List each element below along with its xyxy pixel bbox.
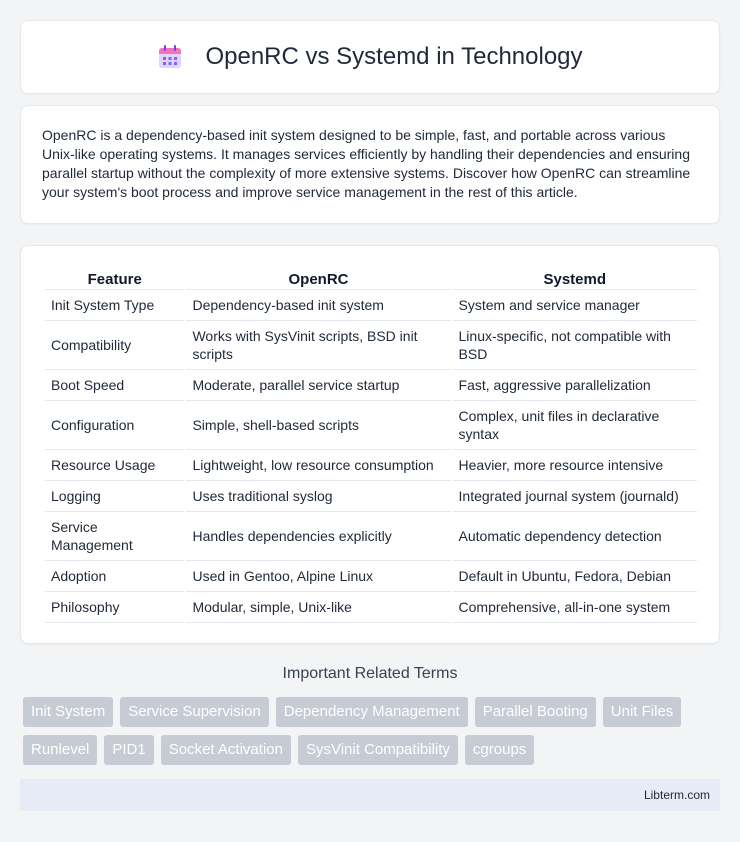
table-header-row — [45, 266, 697, 290]
tag-cgroups[interactable]: cgroups — [465, 735, 534, 765]
tag-dependency-management[interactable]: Dependency Management — [276, 697, 468, 727]
tag-runlevel[interactable]: Runlevel — [23, 735, 97, 765]
calendar-icon — [157, 44, 183, 70]
openrc-cell: Moderate, parallel service startup — [186, 370, 450, 401]
table-row — [45, 592, 697, 623]
openrc-cell: Handles dependencies explicitly — [186, 512, 450, 561]
header-feature: Feature — [45, 266, 184, 290]
systemd-cell: Fast, aggressive parallelization — [453, 370, 697, 401]
feature-cell: Philosophy — [45, 592, 184, 623]
feature-cell: Service Management — [45, 512, 184, 561]
openrc-cell: Simple, shell-based scripts — [186, 401, 450, 450]
page-title: OpenRC vs Systemd in Technology — [205, 43, 583, 70]
openrc-cell: Used in Gentoo, Alpine Linux — [186, 561, 450, 592]
systemd-cell: System and service manager — [453, 290, 697, 321]
tag-parallel-booting[interactable]: Parallel Booting — [475, 697, 596, 727]
footer — [20, 779, 720, 811]
header-systemd: Systemd — [453, 266, 697, 290]
table-row — [45, 321, 697, 370]
openrc-cell: Modular, simple, Unix-like — [186, 592, 450, 623]
feature-cell: Init System Type — [45, 290, 184, 321]
systemd-cell: Integrated journal system (journald) — [453, 481, 697, 512]
intro-text: OpenRC is a dependency-based init system designed to be simple, fast, and portable across various Unix-like operating systems. It manages services efficiently by handling their dependencies and ensuring parallel startup without the complexity of more extensive systems. Discover how OpenRC can streamline your system's boot process and improve service management in the rest of this article. — [42, 127, 691, 200]
feature-cell: Compatibility — [45, 321, 184, 370]
systemd-cell: Complex, unit files in declarative syntax — [453, 401, 697, 450]
table-row — [45, 450, 697, 481]
openrc-cell: Works with SysVinit scripts, BSD init scripts — [186, 321, 450, 370]
header-card — [20, 20, 720, 94]
tag-init-system[interactable]: Init System — [23, 697, 113, 727]
tag-pid1[interactable]: PID1 — [104, 735, 153, 765]
comparison-table — [43, 266, 699, 623]
table-row — [45, 512, 697, 561]
footer-site-link[interactable]: Libterm.com — [643, 788, 710, 802]
table-row — [45, 481, 697, 512]
tag-unit-files[interactable]: Unit Files — [603, 697, 682, 727]
openrc-cell: Lightweight, low resource consumption — [186, 450, 450, 481]
table-row — [45, 290, 697, 321]
feature-cell: Adoption — [45, 561, 184, 592]
tag-sysvinit-compatibility[interactable]: SysVinit Compatibility — [298, 735, 458, 765]
systemd-cell: Heavier, more resource intensive — [453, 450, 697, 481]
intro-card — [20, 105, 720, 224]
comparison-card — [20, 245, 720, 644]
table-row — [45, 561, 697, 592]
openrc-cell: Uses traditional syslog — [186, 481, 450, 512]
systemd-cell: Automatic dependency detection — [453, 512, 697, 561]
feature-cell: Logging — [45, 481, 184, 512]
systemd-cell: Comprehensive, all-in-one system — [453, 592, 697, 623]
related-terms-title: Important Related Terms — [282, 665, 458, 682]
tag-socket-activation[interactable]: Socket Activation — [161, 735, 291, 765]
systemd-cell: Default in Ubuntu, Fedora, Debian — [453, 561, 697, 592]
table-row — [45, 370, 697, 401]
feature-cell: Configuration — [45, 401, 184, 450]
table-row — [45, 401, 697, 450]
openrc-cell: Dependency-based init system — [186, 290, 450, 321]
feature-cell: Boot Speed — [45, 370, 184, 401]
systemd-cell: Linux-specific, not compatible with BSD — [453, 321, 697, 370]
header-openrc: OpenRC — [186, 266, 450, 290]
related-terms-list — [23, 697, 723, 765]
feature-cell: Resource Usage — [45, 450, 184, 481]
tag-service-supervision[interactable]: Service Supervision — [120, 697, 269, 727]
